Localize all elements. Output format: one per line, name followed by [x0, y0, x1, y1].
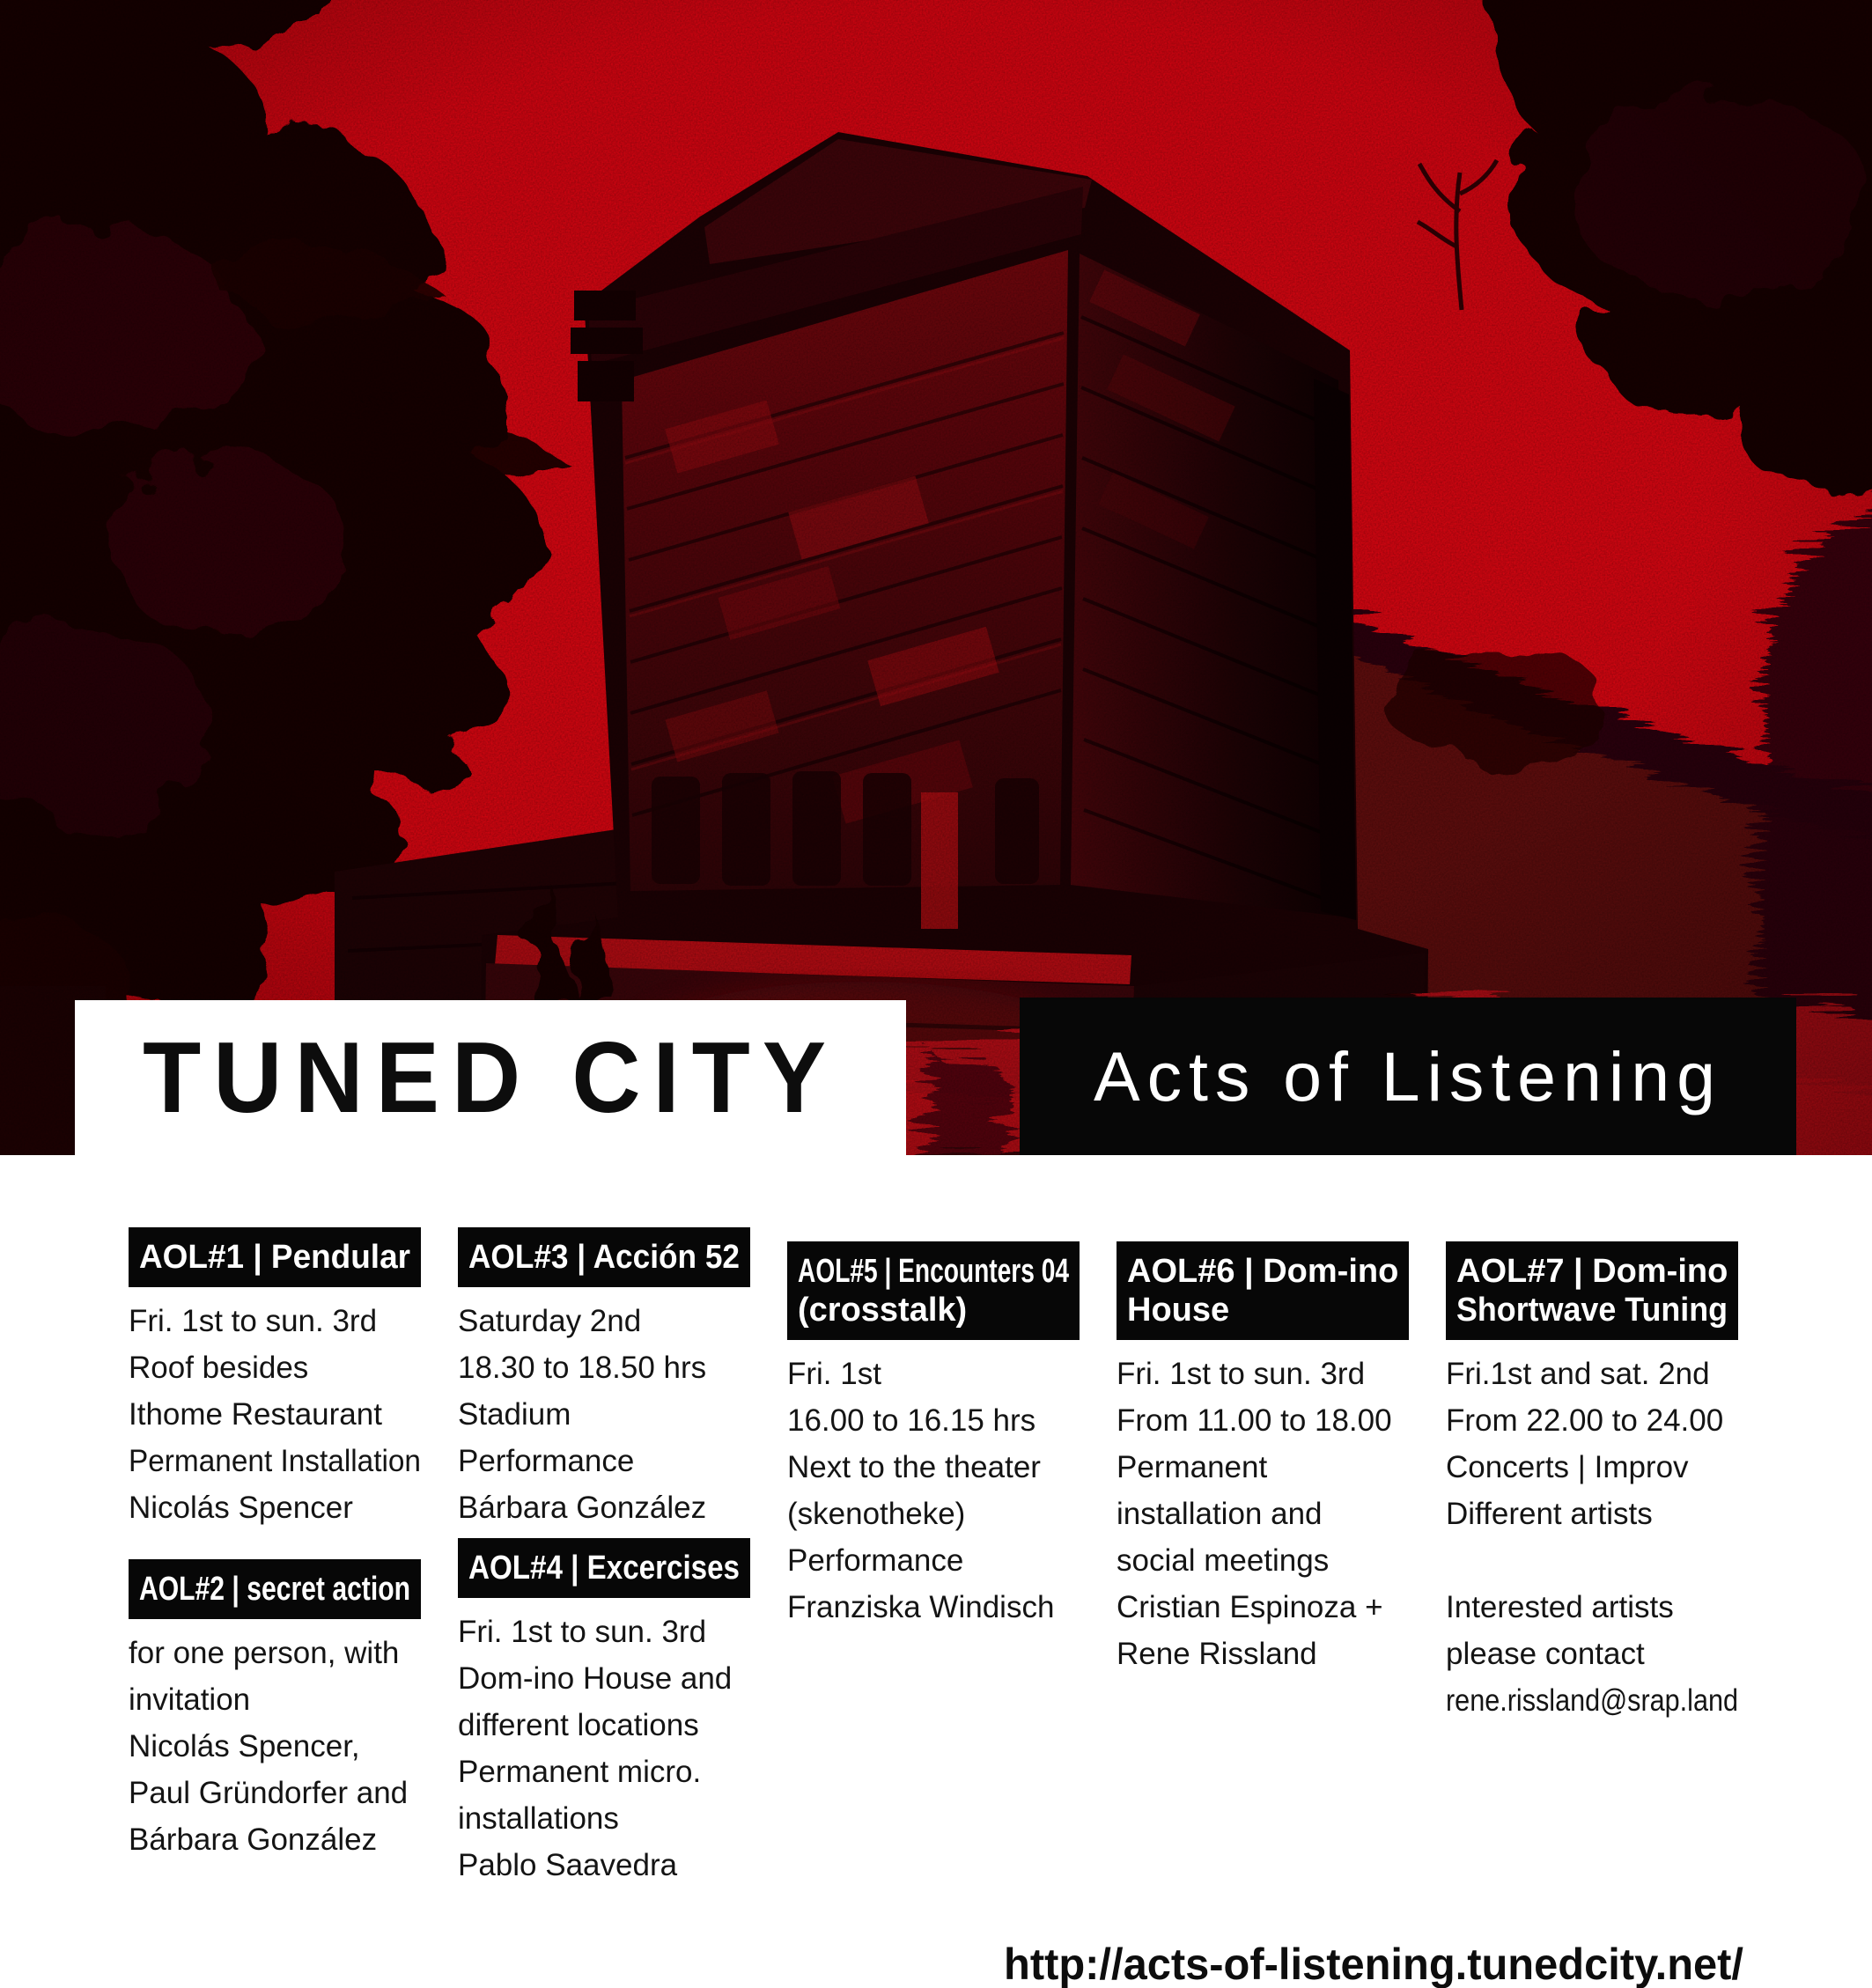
event-header-line: AOL#3 | Acción 52: [468, 1239, 740, 1276]
event-block-aol5: [787, 1241, 1080, 1631]
event-detail-line: Ithome Restaurant: [129, 1397, 382, 1432]
event-detail-line: Franziska Windisch: [787, 1590, 1055, 1624]
listings: [129, 1227, 1738, 1889]
event-header: [1446, 1241, 1738, 1340]
event-detail-line: Saturday 2nd: [458, 1304, 642, 1338]
event-detail-line: Fri.1st and sat. 2nd: [1446, 1357, 1710, 1391]
title-band: [75, 1000, 906, 1155]
event-detail-line: Pablo Saavedra: [458, 1848, 678, 1882]
event-detail-line: Cristian Espinoza +: [1117, 1590, 1383, 1624]
event-detail-line: invitation: [129, 1682, 251, 1717]
listing-column-2: [458, 1227, 750, 1889]
event-detail-line: Permanent Installation: [129, 1444, 421, 1478]
event-detail-line: [1446, 1537, 1738, 1584]
event-detail-line: please contact: [1446, 1637, 1645, 1671]
event-detail-line: Paul Gründorfer and: [129, 1776, 409, 1810]
event-detail-line: Performance: [787, 1543, 964, 1578]
event-detail-line: Concerts | Improv: [1446, 1450, 1689, 1484]
event-detail-line: social meetings: [1117, 1543, 1330, 1578]
footer-url: [1004, 1939, 1743, 1988]
event-detail-line: 18.30 to 18.50 hrs: [458, 1351, 707, 1385]
event-detail-line: different locations: [458, 1708, 699, 1742]
event-detail-line: rene.rissland@srap.land: [1446, 1683, 1738, 1718]
listing-column-1: [129, 1227, 421, 1889]
listing-column-3: [787, 1241, 1080, 1889]
listing-column-4: [1117, 1241, 1409, 1889]
event-block-aol4: [458, 1538, 750, 1889]
event-detail-line: Dom-ino House and: [458, 1661, 733, 1696]
event-detail-line: From 11.00 to 18.00: [1117, 1403, 1392, 1438]
event-header-line: AOL#7 | Dom-ino: [1456, 1253, 1728, 1290]
event-block-aol6: [1117, 1241, 1409, 1677]
event-header-line: AOL#6 | Dom-ino: [1127, 1253, 1399, 1290]
event-header: [1117, 1241, 1409, 1340]
event-block-aol1: [129, 1227, 421, 1531]
listing-column-5: [1446, 1241, 1738, 1889]
event-header-line: AOL#1 | Pendular: [139, 1239, 410, 1276]
event-detail-line: Nicolás Spencer,: [129, 1729, 360, 1763]
poster-title: TUNED CITY: [143, 1021, 839, 1134]
event-header-line: AOL#4 | Excercises: [468, 1550, 740, 1587]
event-header: [458, 1538, 750, 1598]
event-detail-line: Fri. 1st: [787, 1357, 881, 1391]
event-block-aol2: [129, 1559, 421, 1863]
event-detail-line: for one person, with: [129, 1636, 400, 1670]
event-detail-line: Bárbara González: [458, 1491, 707, 1525]
event-detail-line: Rene Rissland: [1117, 1637, 1317, 1671]
event-block-aol7: [1446, 1241, 1738, 1724]
event-header-line: Shortwave Tuning: [1456, 1292, 1728, 1329]
event-header: [458, 1227, 750, 1287]
event-detail-line: Stadium: [458, 1397, 571, 1432]
event-header: [787, 1241, 1080, 1340]
event-header-line: AOL#2 | secret action: [139, 1571, 410, 1608]
event-detail-line: Different artists: [1446, 1497, 1653, 1531]
event-detail-line: From 22.00 to 24.00: [1446, 1403, 1724, 1438]
event-detail-line: Permanent micro.: [458, 1755, 702, 1789]
subtitle-band: [1020, 998, 1796, 1155]
event-detail-line: Bárbara González: [129, 1822, 378, 1857]
event-detail-line: Next to the theater: [787, 1450, 1041, 1484]
event-detail-line: Permanent: [1117, 1450, 1268, 1484]
poster-subtitle: Acts of Listening: [1094, 1036, 1722, 1115]
event-detail-line: Fri. 1st to sun. 3rd: [1117, 1357, 1366, 1391]
event-detail-line: Fri. 1st to sun. 3rd: [129, 1304, 378, 1338]
event-header: [129, 1559, 421, 1619]
event-detail-line: installations: [458, 1801, 619, 1836]
event-header-line: House: [1127, 1292, 1230, 1329]
event-detail-line: (skenotheke): [787, 1497, 966, 1531]
event-detail-line: installation and: [1117, 1497, 1323, 1531]
event-header: [129, 1227, 421, 1287]
website-url: http://acts-of-listening.tunedcity.net/: [1004, 1940, 1743, 1988]
event-block-aol3: [458, 1227, 750, 1531]
event-detail-line: Roof besides: [129, 1351, 309, 1385]
event-header-line: (crosstalk): [798, 1292, 968, 1329]
event-detail-line: Nicolás Spencer: [129, 1491, 353, 1525]
event-detail-line: Interested artists: [1446, 1590, 1674, 1624]
event-detail-line: 16.00 to 16.15 hrs: [787, 1403, 1036, 1438]
event-detail-line: Performance: [458, 1444, 635, 1478]
event-header-line: AOL#5 | Encounters 04: [798, 1253, 1069, 1290]
event-detail-line: Fri. 1st to sun. 3rd: [458, 1615, 707, 1649]
